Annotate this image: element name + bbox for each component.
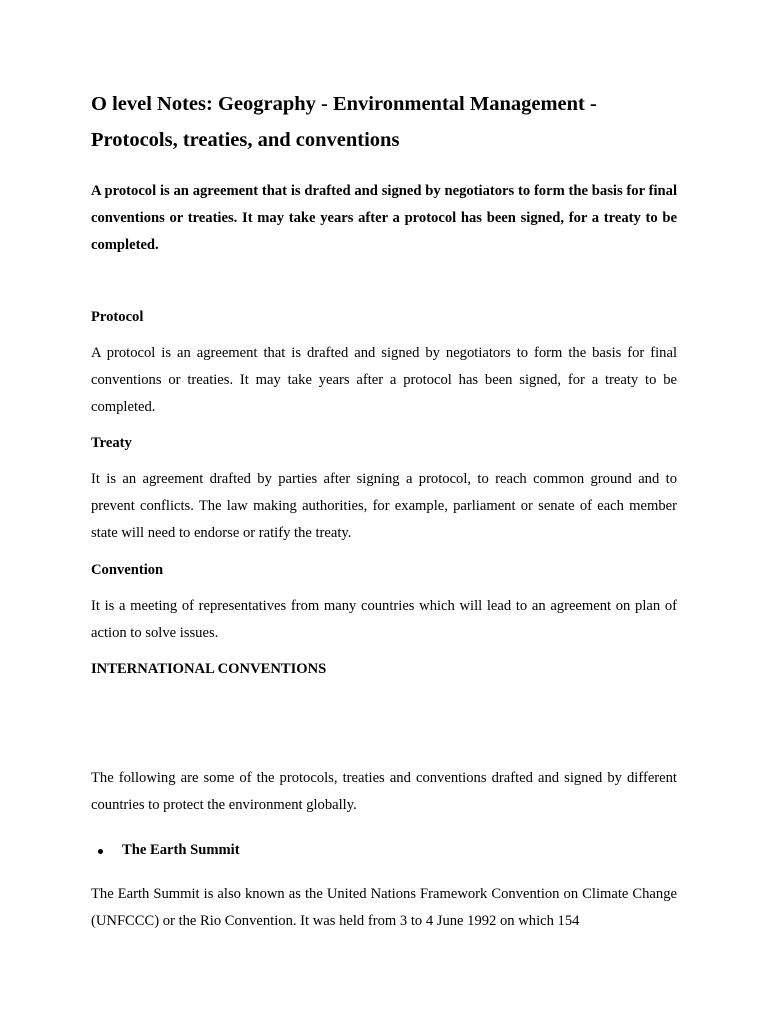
convention-heading: Convention — [91, 562, 164, 578]
bullet-label: The Earth Summit — [122, 842, 240, 858]
earth-summit-paragraph: The Earth Summit is also known as the United Nations Framework Convention on Climate Change (UNFCCC) or the Rio Convention. It was held from 3 to 4 June 1992 on which 154 — [91, 886, 677, 929]
protocol-paragraph: A protocol is an agreement that is drafted and signed by negotiators to form the basis for final conventions or treaties. It may take years after a protocol has been signed, for a treaty to be completed. — [91, 345, 677, 415]
intro-paragraph: The following are some of the protocols, treaties and conventions drafted and signed by different countries to protect the environment globally. — [91, 770, 677, 813]
treaty-paragraph: It is an agreement drafted by parties after signing a protocol, to reach common ground and to prevent conflicts. The law making authorities, for example, parliament or senate of each member state will need to endorse or ratify the treaty. — [91, 471, 677, 541]
bullet-item — [91, 840, 677, 860]
bullet-icon — [98, 849, 103, 854]
treaty-heading: Treaty — [91, 435, 132, 451]
document-title: O level Notes: Geography - Environmental Management - Protocols, treaties, and conventions — [91, 93, 597, 151]
protocol-heading: Protocol — [91, 309, 144, 325]
international-conventions-heading: INTERNATIONAL CONVENTIONS — [91, 661, 327, 677]
lead-paragraph: A protocol is an agreement that is drafted and signed by negotiators to form the basis for final conventions or treaties. It may take years after a protocol has been signed, for a treaty to be completed. — [91, 183, 677, 253]
convention-paragraph: It is a meeting of representatives from many countries which will lead to an agreement on plan of action to solve issues. — [91, 598, 677, 641]
